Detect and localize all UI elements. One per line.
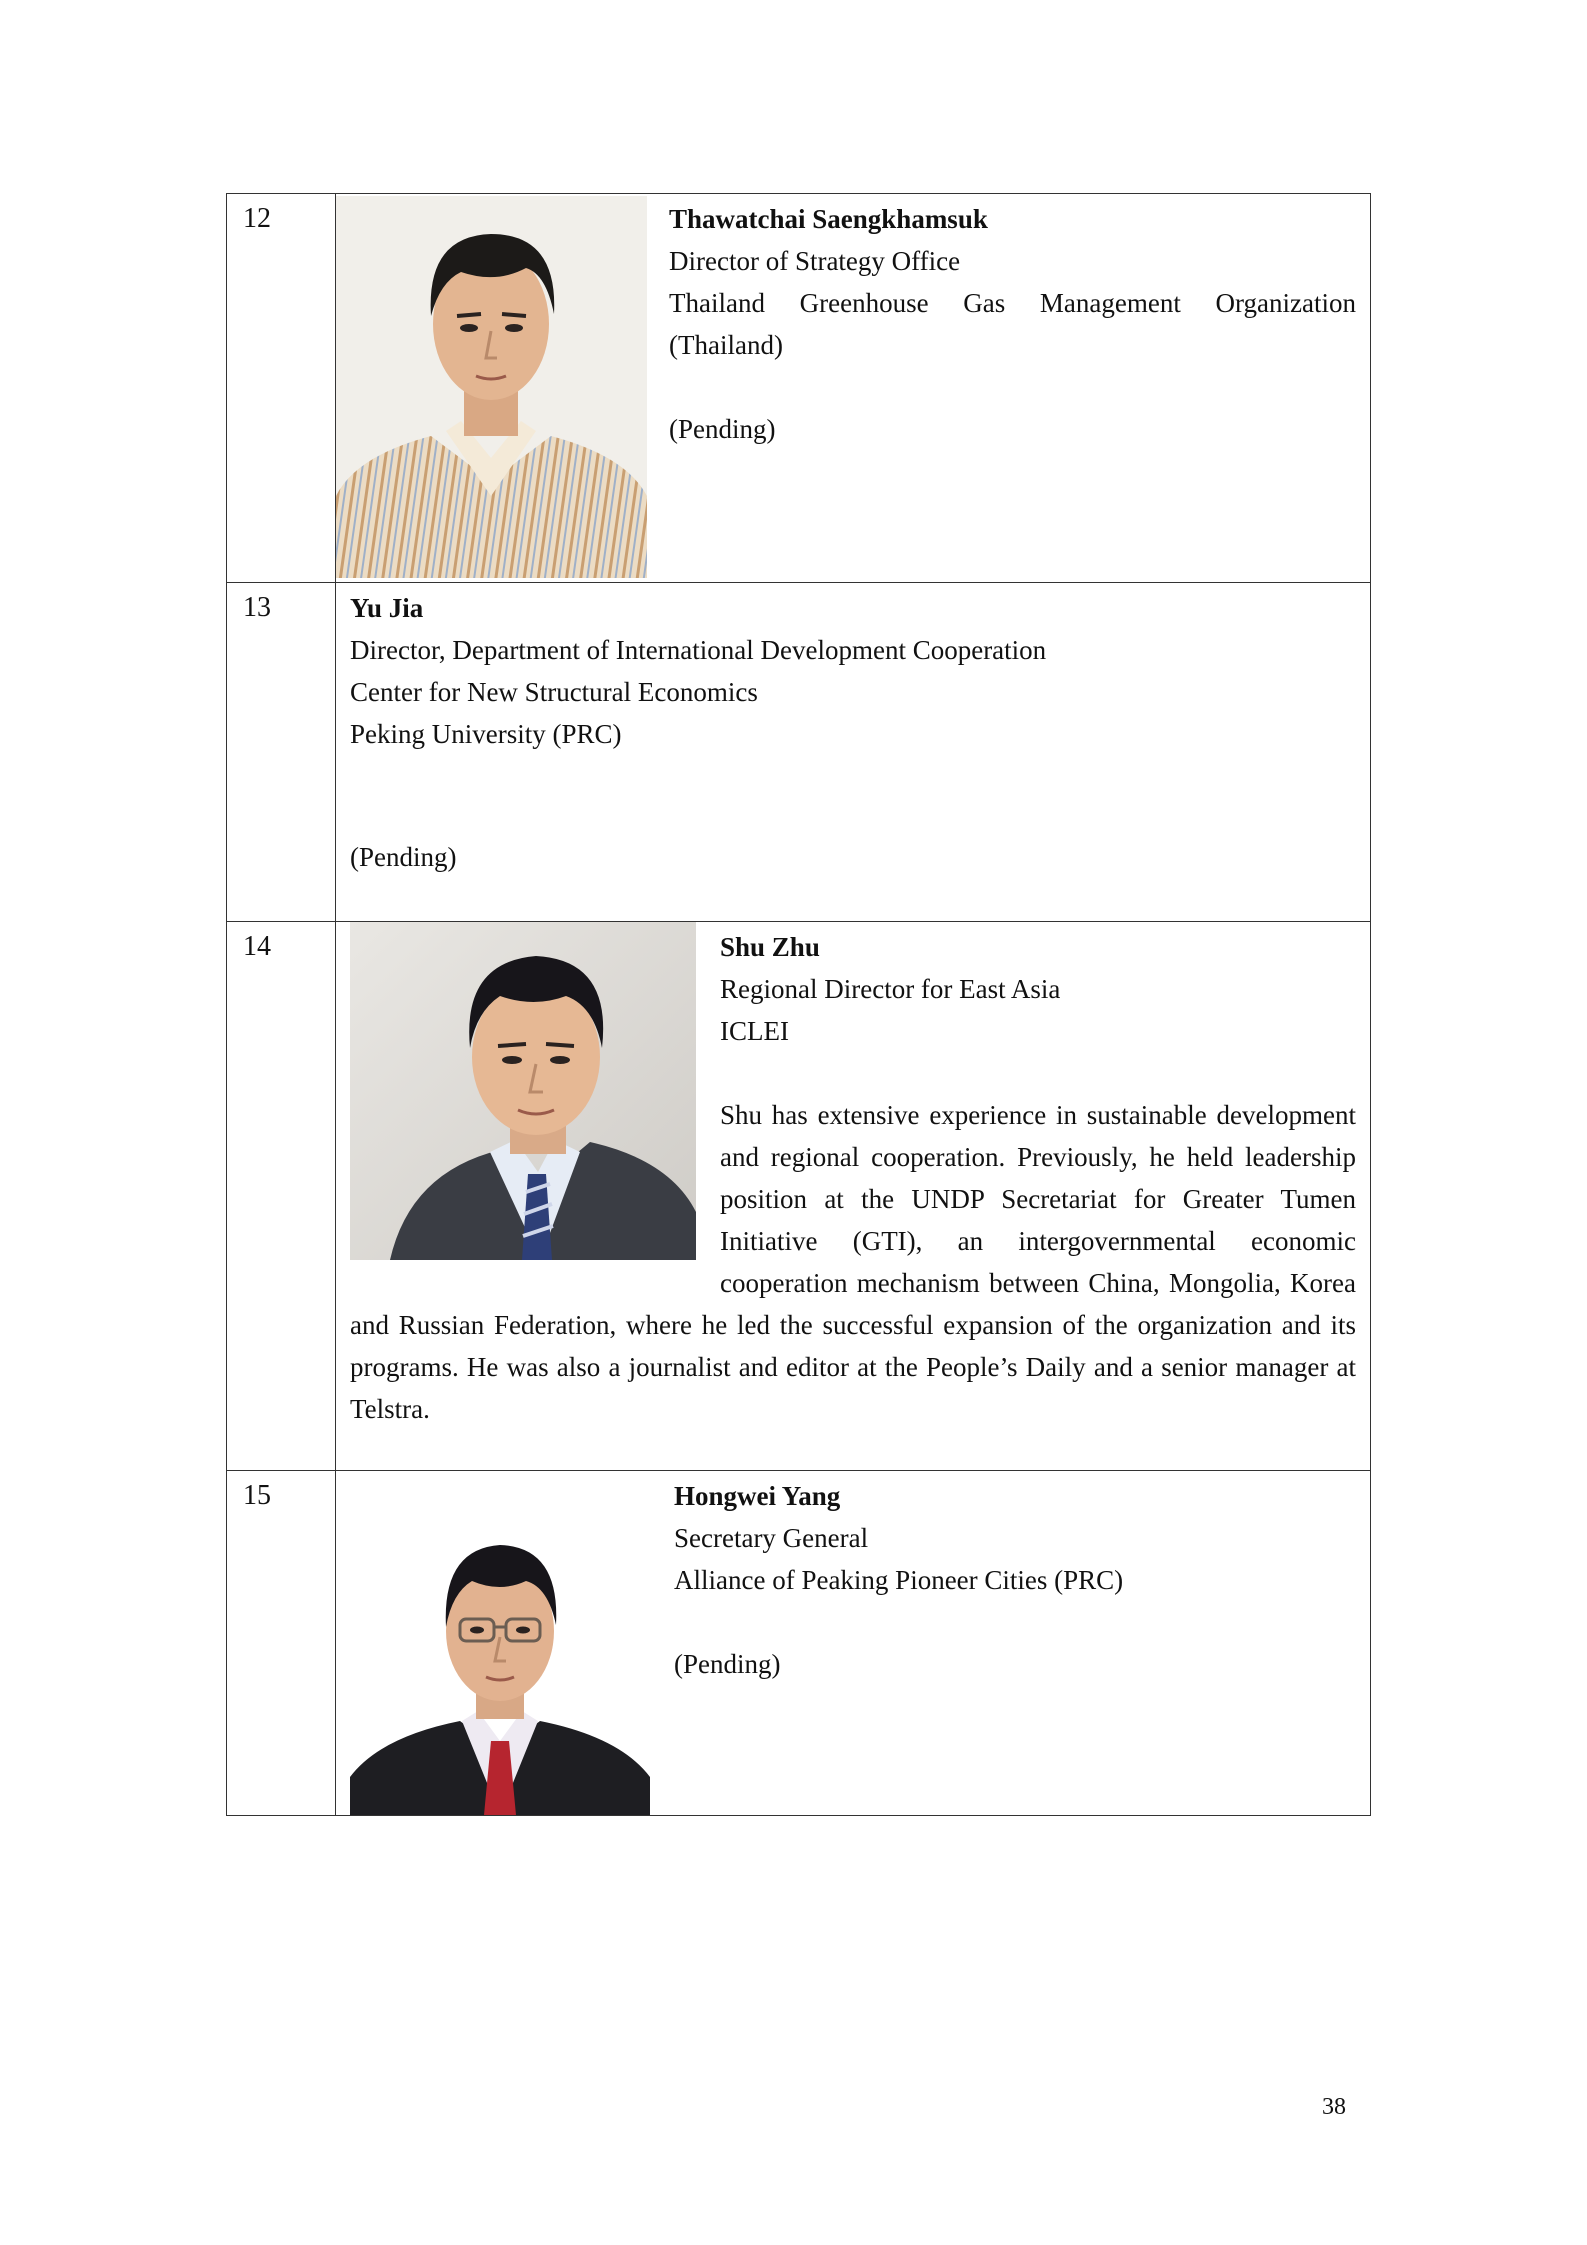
speaker-title: Director of Strategy Office — [669, 246, 961, 276]
speaker-name: Yu Jia — [350, 593, 424, 623]
speaker-content — [336, 194, 1371, 583]
speaker-organization: Center for New Structural Economics — [350, 677, 758, 707]
speaker-number: 12 — [227, 194, 336, 583]
speaker-organization: Thailand Greenhouse Gas Management Organization (Thailand) — [669, 288, 1356, 360]
speaker-title: Regional Director for East Asia — [720, 974, 1061, 1004]
speaker-status: (Pending) — [674, 1649, 781, 1679]
speaker-title: Director, Department of International Development Cooperation — [350, 635, 1047, 665]
speaker-organization: Peking University (PRC) — [350, 719, 622, 749]
speaker-details — [669, 198, 1356, 450]
speaker-name: Hongwei Yang — [674, 1481, 841, 1511]
speaker-details — [350, 587, 1356, 755]
speaker-photo — [350, 1515, 650, 1815]
speaker-organization: ICLEI — [720, 1016, 789, 1046]
speaker-status: (Pending) — [350, 842, 457, 872]
speaker-number: 15 — [227, 1471, 336, 1816]
speaker-content — [336, 583, 1371, 922]
page-number: 38 — [1322, 2094, 1346, 2120]
speaker-number: 14 — [227, 922, 336, 1471]
speaker-details — [674, 1475, 1356, 1685]
speaker-number: 13 — [227, 583, 336, 922]
speaker-name: Shu Zhu — [720, 932, 820, 962]
speaker-row — [227, 583, 1371, 922]
speaker-photo — [336, 196, 647, 578]
speaker-status: (Pending) — [669, 414, 776, 444]
speaker-row — [227, 194, 1371, 583]
speaker-photo — [350, 922, 696, 1260]
speaker-organization: Alliance of Peaking Pioneer Cities (PRC) — [674, 1565, 1124, 1595]
speaker-row — [227, 1471, 1371, 1816]
speaker-row — [227, 922, 1371, 1471]
speaker-content — [336, 922, 1371, 1471]
speaker-title: Secretary General — [674, 1523, 869, 1553]
speaker-name: Thawatchai Saengkhamsuk — [669, 204, 988, 234]
speaker-content — [336, 1471, 1371, 1816]
speaker-bio: Shu has extensive experience in sustainable development and regional cooperation. Previously, he held leadership position at the UNDP Secretariat for Greater Tumen Initiative (GTI), an intergovernmental economic cooperation mechanism between China, Mongolia, Korea and Russian Federation, where he led the successful expansion of the organization and its programs. He was also a journalist and editor at the People’s Daily and a senior manager at Telstra. — [350, 1100, 1356, 1424]
speakers-table — [226, 193, 1371, 1816]
